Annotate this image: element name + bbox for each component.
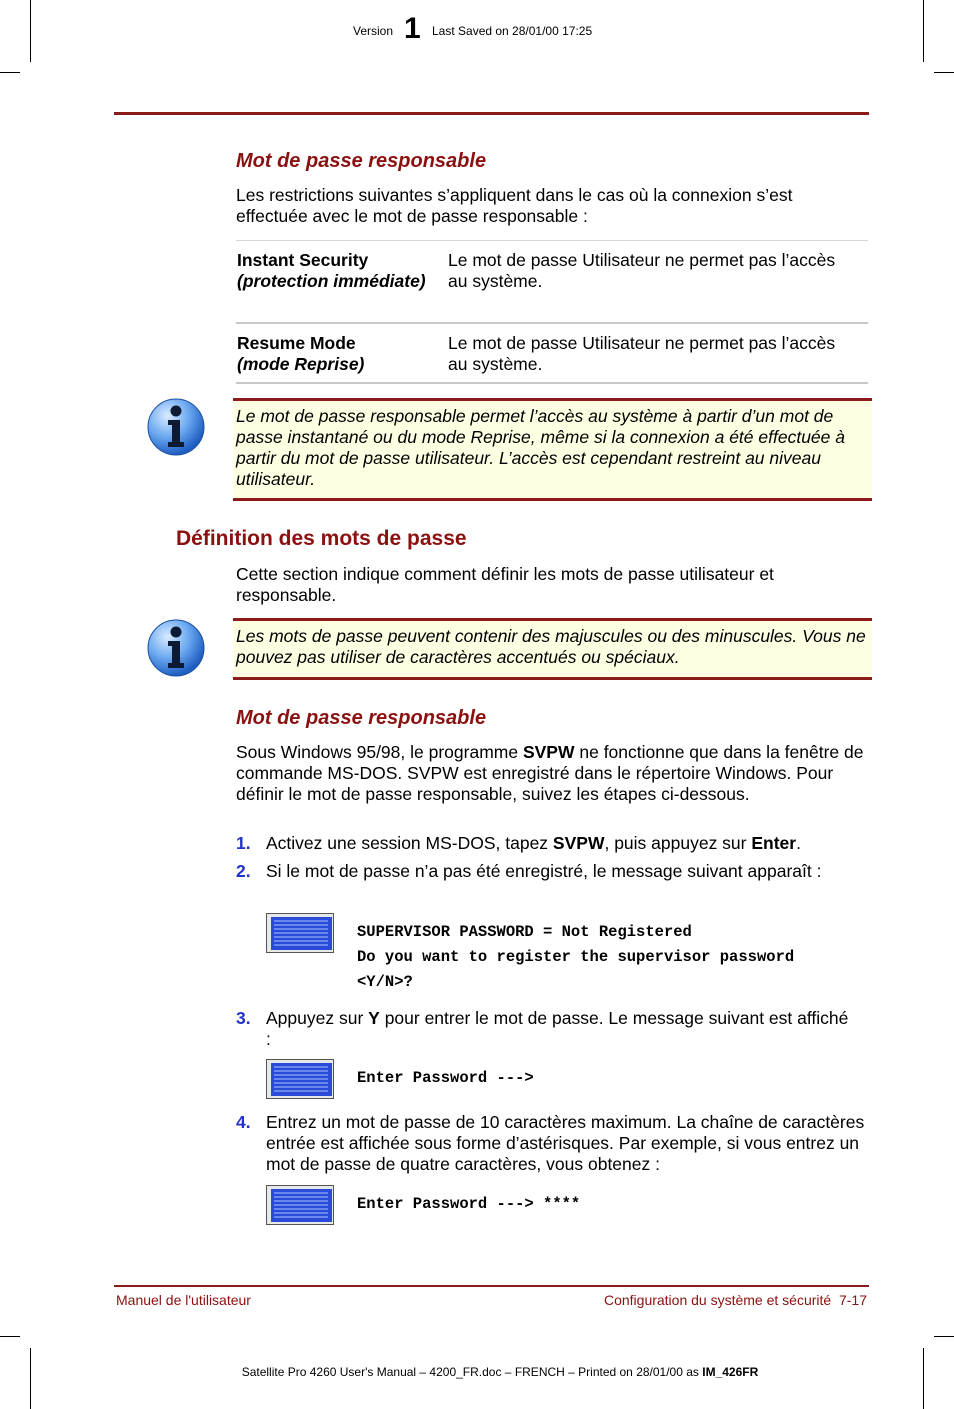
header-rule xyxy=(114,112,869,115)
step-part: pour entrer le mot de passe. Le message suivant est affiché : xyxy=(266,1008,849,1049)
row-description: Le mot de passe Utilisateur ne permet pas l’accès au système. xyxy=(448,333,836,374)
step-text: Si le mot de passe n’a pas été enregistré, le message suivant apparaît : xyxy=(266,861,822,881)
print-info xyxy=(160,1365,840,1379)
step-text xyxy=(266,833,866,854)
note-box xyxy=(233,618,872,680)
section-title: Mot de passe responsable xyxy=(236,150,487,172)
intro-text: Sous Windows 95/98, le programme xyxy=(236,742,523,762)
section-intro xyxy=(236,742,866,805)
console-line: SUPERVISOR PASSWORD = Not Registered xyxy=(357,923,692,941)
note-text: Le mot de passe responsable permet l’accès au système à partir d’un mot de passe instantané ou du mode Reprise, même si la connexion a été effectuée à partir du mot de passe utilisateur. L’accès est cependant restreint au niveau utilisateur. xyxy=(236,406,845,489)
footer-rule xyxy=(114,1285,869,1287)
screen-icon xyxy=(266,913,334,953)
console-line: <Y/N>? xyxy=(357,973,413,991)
table-row xyxy=(237,333,437,375)
last-saved: Last Saved on 28/01/00 17:25 xyxy=(432,24,593,38)
step-text xyxy=(266,1008,856,1050)
crop-mark xyxy=(30,1348,31,1409)
intro-program: SVPW xyxy=(522,742,575,762)
crop-mark xyxy=(0,1336,20,1337)
term-sub: (mode Reprise) xyxy=(237,354,365,374)
term: Resume Mode xyxy=(237,333,356,353)
info-icon xyxy=(147,619,205,677)
table-rule xyxy=(236,322,868,324)
step-part: , puis appuyez sur xyxy=(604,833,752,853)
crop-mark xyxy=(30,0,31,62)
crop-mark xyxy=(934,72,954,73)
step-part: Appuyez sur xyxy=(266,1008,369,1028)
section-heading: Définition des mots de passe xyxy=(176,527,467,550)
console-output xyxy=(357,920,917,995)
note-text: Les mots de passe peuvent contenir des majuscules ou des minuscules. Vous ne pouvez pas utiliser de caractères accentués ou spéciaux. xyxy=(236,626,866,667)
step-number: 1. xyxy=(236,833,251,853)
screen-icon xyxy=(266,1185,334,1225)
footer-right: Configuration du système et sécurité 7-17 xyxy=(603,1292,867,1308)
print-code: IM_426FR xyxy=(702,1365,759,1379)
section-intro: Cette section indique comment définir les mots de passe utilisateur et responsable. xyxy=(236,564,774,605)
section-intro: Les restrictions suivantes s’appliquent dans le cas où la connexion s’est effectuée avec le mot de passe responsable : xyxy=(236,185,793,226)
info-icon xyxy=(147,398,205,456)
step-key: Y xyxy=(368,1008,380,1028)
step-key: Enter xyxy=(751,833,797,853)
screen-icon xyxy=(266,1059,334,1099)
version-number: 1 xyxy=(404,12,421,45)
crop-mark xyxy=(0,72,20,73)
version-label: Version xyxy=(353,24,394,38)
note-box xyxy=(233,398,872,501)
row-description: Le mot de passe Utilisateur ne permet pas l’accès au système. xyxy=(448,250,836,291)
table-row xyxy=(237,250,437,292)
step-number: 3. xyxy=(236,1008,251,1028)
step-number: 4. xyxy=(236,1112,251,1132)
step-command: SVPW xyxy=(552,833,605,853)
footer-left: Manuel de l'utilisateur xyxy=(116,1292,251,1308)
section-title: Mot de passe responsable xyxy=(236,707,487,729)
term: Instant Security xyxy=(237,250,369,270)
console-line: Do you want to register the supervisor password xyxy=(357,948,795,966)
intro-text: ne fonctionne que dans la fenêtre de commande MS-DOS. SVPW est enregistré dans le répertoire Windows. Pour définir le mot de passe responsable, suivez les étapes ci-dessous. xyxy=(236,742,864,804)
step-number: 2. xyxy=(236,861,251,881)
crop-mark xyxy=(923,0,924,62)
step-text: Entrez un mot de passe de 10 caractères maximum. La chaîne de caractères entrée est affichée sous forme d’astérisques. Par exemple, si vous entrez un mot de passe de quatre caractères, vous obtenez : xyxy=(266,1112,865,1174)
console-line: Enter Password ---> xyxy=(357,1069,534,1087)
term-sub: (protection immédiate) xyxy=(237,271,426,291)
table-rule xyxy=(236,382,868,384)
print-text: Satellite Pro 4260 User's Manual – 4200_FR.doc – FRENCH – Printed on 28/01/00 as xyxy=(241,1365,703,1379)
crop-mark xyxy=(934,1336,954,1337)
crop-mark xyxy=(923,1348,924,1409)
step-part: Activez une session MS-DOS, tapez xyxy=(266,833,553,853)
console-line: Enter Password ---> **** xyxy=(357,1195,581,1213)
step-part: . xyxy=(796,833,801,853)
table-rule xyxy=(236,240,868,241)
